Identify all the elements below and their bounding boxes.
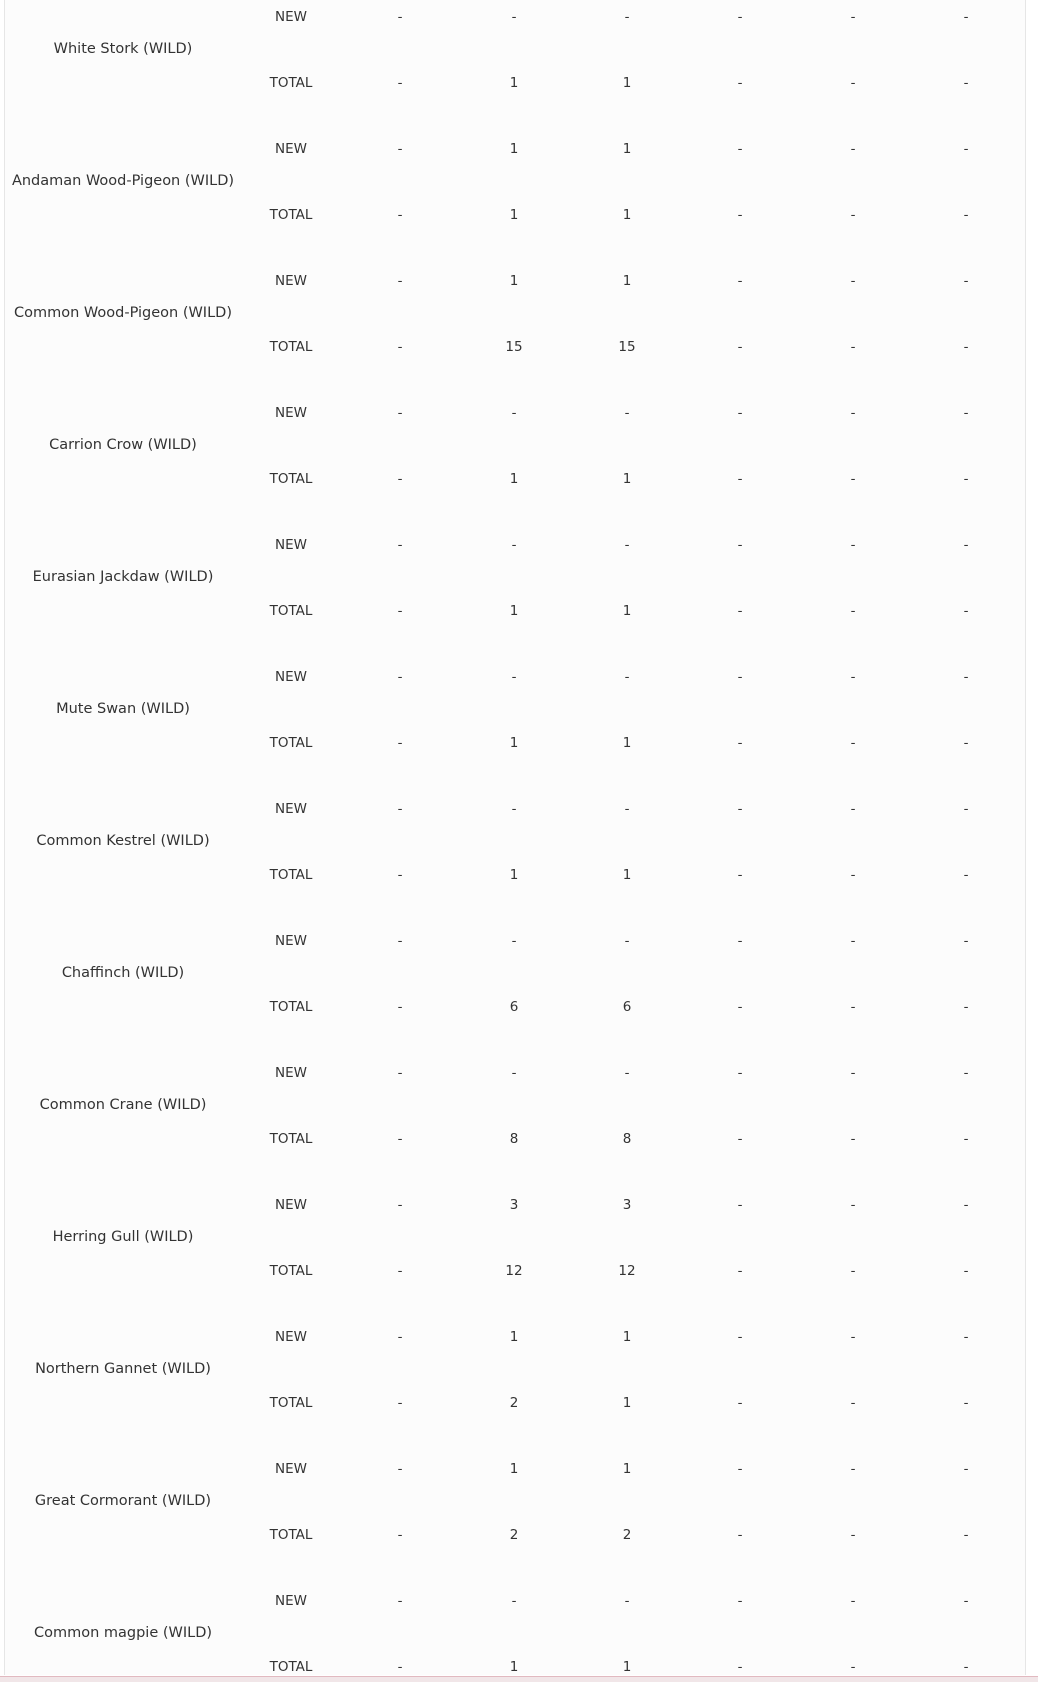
count-cell: - [624,1593,630,1609]
species-name: Andaman Wood-Pigeon (WILD) [11,173,235,189]
species-group [5,132,1025,264]
count-cell: - [850,999,856,1015]
new-row-label: NEW [275,273,307,289]
species-group [5,792,1025,924]
count-cell: 1 [509,141,519,157]
count-cell: - [397,1593,403,1609]
count-cell: - [963,471,969,487]
count-cell: - [963,339,969,355]
count-cell: - [963,1593,969,1609]
species-group [5,1452,1025,1584]
new-row [5,667,1025,687]
total-row-label: TOTAL [269,1263,313,1279]
count-cell: - [850,1197,856,1213]
total-row [5,733,1025,753]
count-cell: 1 [509,735,519,751]
species-group [5,0,1025,132]
count-cell: - [963,9,969,25]
total-row-label: TOTAL [269,1131,313,1147]
count-cell: - [963,1197,969,1213]
count-cell: - [624,669,630,685]
count-cell: - [850,1659,856,1675]
new-row [5,535,1025,555]
new-row-label: NEW [275,141,307,157]
count-cell: - [397,405,403,421]
bottom-border [0,1676,1038,1682]
count-cell: - [963,1461,969,1477]
species-name: Northern Gannet (WILD) [35,1361,211,1377]
new-row [5,1591,1025,1611]
total-row [5,865,1025,885]
species-count-table [4,0,1026,1675]
new-row [5,403,1025,423]
species-group [5,528,1025,660]
count-cell: 3 [509,1197,519,1213]
species-name: Common Crane (WILD) [39,1097,207,1113]
total-row-label: TOTAL [269,999,313,1015]
total-row [5,337,1025,357]
total-row-label: TOTAL [269,735,313,751]
count-cell: - [850,603,856,619]
count-cell: - [963,207,969,223]
species-group [5,660,1025,792]
total-row-label: TOTAL [269,867,313,883]
species-name: Eurasian Jackdaw (WILD) [32,569,214,585]
count-cell: - [850,9,856,25]
count-cell: - [624,801,630,817]
count-cell: 1 [622,75,632,91]
count-cell: - [397,207,403,223]
count-cell: - [737,1131,743,1147]
count-cell: 1 [509,1461,519,1477]
count-cell: 1 [622,1395,632,1411]
count-cell: - [397,9,403,25]
total-row [5,1657,1025,1677]
count-cell: - [850,273,856,289]
count-cell: 1 [622,867,632,883]
count-cell: - [397,801,403,817]
new-row-label: NEW [275,801,307,817]
count-cell: 15 [505,339,523,355]
count-cell: - [963,1395,969,1411]
total-row [5,1129,1025,1149]
count-cell: - [397,1461,403,1477]
count-cell: - [397,999,403,1015]
total-row-label: TOTAL [269,603,313,619]
species-name: Mute Swan (WILD) [56,701,190,717]
count-cell: - [397,669,403,685]
count-cell: - [737,867,743,883]
count-cell: - [963,141,969,157]
new-row-label: NEW [275,1593,307,1609]
total-row [5,1525,1025,1545]
count-cell: 1 [622,1329,632,1345]
count-cell: - [963,801,969,817]
new-row [5,139,1025,159]
total-row [5,1261,1025,1281]
total-row [5,469,1025,489]
count-cell: - [397,471,403,487]
count-cell: - [850,1395,856,1411]
count-cell: - [963,273,969,289]
count-cell: - [737,933,743,949]
species-name: Chaffinch (WILD) [61,965,185,981]
count-cell: - [737,1593,743,1609]
count-cell: - [397,75,403,91]
count-cell: - [511,1065,517,1081]
total-row-label: TOTAL [269,1527,313,1543]
count-cell: - [737,471,743,487]
count-cell: - [511,405,517,421]
count-cell: - [963,1329,969,1345]
count-cell: 1 [509,273,519,289]
count-cell: - [624,537,630,553]
total-row-label: TOTAL [269,1395,313,1411]
species-name: Great Cormorant (WILD) [34,1493,212,1509]
new-row-label: NEW [275,537,307,553]
count-cell: 1 [509,1329,519,1345]
count-cell: 1 [509,207,519,223]
new-row [5,931,1025,951]
count-cell: - [963,669,969,685]
species-group [5,1056,1025,1188]
count-cell: - [737,735,743,751]
new-row [5,271,1025,291]
count-cell: - [397,1329,403,1345]
new-row [5,1063,1025,1083]
count-cell: - [737,207,743,223]
count-cell: - [850,801,856,817]
count-cell: - [850,537,856,553]
count-cell: 8 [622,1131,632,1147]
count-cell: - [397,933,403,949]
count-cell: - [963,1659,969,1675]
count-cell: - [850,339,856,355]
new-row-label: NEW [275,1461,307,1477]
species-name: Common magpie (WILD) [33,1625,213,1641]
count-cell: - [624,405,630,421]
new-row-label: NEW [275,1065,307,1081]
count-cell: 2 [509,1395,519,1411]
count-cell: 1 [509,75,519,91]
count-cell: - [963,735,969,751]
count-cell: - [624,933,630,949]
total-row-label: TOTAL [269,207,313,223]
count-cell: - [397,537,403,553]
count-cell: - [397,1197,403,1213]
count-cell: - [850,405,856,421]
count-cell: - [850,933,856,949]
count-cell: - [397,273,403,289]
count-cell: 1 [622,1461,632,1477]
total-row [5,601,1025,621]
species-group [5,1188,1025,1320]
count-cell: - [737,1527,743,1543]
new-row-label: NEW [275,669,307,685]
count-cell: - [850,471,856,487]
new-row-label: NEW [275,933,307,949]
count-cell: - [397,141,403,157]
total-row [5,73,1025,93]
count-cell: - [737,339,743,355]
count-cell: - [963,1527,969,1543]
count-cell: - [963,603,969,619]
count-cell: - [737,1263,743,1279]
count-cell: - [963,537,969,553]
count-cell: - [850,1131,856,1147]
count-cell: - [850,1263,856,1279]
count-cell: - [511,669,517,685]
count-cell: - [963,867,969,883]
count-cell: 1 [622,1659,632,1675]
count-cell: 12 [618,1263,636,1279]
count-cell: - [737,537,743,553]
count-cell: - [397,1065,403,1081]
total-row-label: TOTAL [269,1659,313,1675]
count-cell: - [850,867,856,883]
species-name: Carrion Crow (WILD) [49,437,197,453]
total-row [5,205,1025,225]
total-row [5,1393,1025,1413]
count-cell: - [737,141,743,157]
count-cell: - [850,1461,856,1477]
count-cell: 1 [622,141,632,157]
species-group [5,1584,1025,1682]
count-cell: 1 [509,867,519,883]
count-cell: 1 [622,735,632,751]
count-cell: 8 [509,1131,519,1147]
count-cell: - [737,801,743,817]
total-row-label: TOTAL [269,471,313,487]
count-cell: 3 [622,1197,632,1213]
count-cell: - [850,1065,856,1081]
species-group [5,1320,1025,1452]
new-row [5,799,1025,819]
count-cell: - [397,1659,403,1675]
count-cell: - [511,537,517,553]
count-cell: 6 [622,999,632,1015]
count-cell: - [963,75,969,91]
count-cell: - [511,9,517,25]
count-cell: - [850,1329,856,1345]
count-cell: 2 [509,1527,519,1543]
new-row-label: NEW [275,405,307,421]
count-cell: - [397,1395,403,1411]
new-row [5,1195,1025,1215]
count-cell: - [850,141,856,157]
count-cell: - [850,735,856,751]
count-cell: - [737,1197,743,1213]
count-cell: - [511,1593,517,1609]
count-cell: - [737,405,743,421]
count-cell: - [963,1131,969,1147]
count-cell: - [963,933,969,949]
count-cell: - [737,603,743,619]
count-cell: - [737,9,743,25]
count-cell: - [397,339,403,355]
species-group [5,396,1025,528]
count-cell: - [850,1593,856,1609]
species-group [5,264,1025,396]
count-cell: 1 [509,1659,519,1675]
count-cell: - [737,1659,743,1675]
new-row [5,7,1025,27]
count-cell: 12 [505,1263,523,1279]
count-cell: 1 [509,471,519,487]
count-cell: 1 [622,603,632,619]
count-cell: - [397,603,403,619]
count-cell: - [850,75,856,91]
count-cell: - [397,1263,403,1279]
count-cell: - [963,405,969,421]
count-cell: - [397,1131,403,1147]
count-cell: - [397,735,403,751]
species-name: Common Wood-Pigeon (WILD) [13,305,232,321]
species-name: Common Kestrel (WILD) [36,833,210,849]
count-cell: - [737,669,743,685]
count-cell: - [737,1065,743,1081]
count-cell: - [963,1263,969,1279]
count-cell: - [850,1527,856,1543]
new-row-label: NEW [275,9,307,25]
count-cell: - [737,1329,743,1345]
species-name: Herring Gull (WILD) [52,1229,194,1245]
new-row [5,1459,1025,1479]
count-cell: - [737,75,743,91]
count-cell: - [850,207,856,223]
count-cell: 6 [509,999,519,1015]
total-row-label: TOTAL [269,75,313,91]
count-cell: - [624,9,630,25]
count-cell: - [397,1527,403,1543]
new-row-label: NEW [275,1329,307,1345]
total-row [5,997,1025,1017]
species-group [5,924,1025,1056]
count-cell: - [963,999,969,1015]
count-cell: 1 [622,207,632,223]
total-row-label: TOTAL [269,339,313,355]
count-cell: - [737,273,743,289]
count-cell: - [737,1461,743,1477]
count-cell: 1 [622,273,632,289]
species-name: White Stork (WILD) [53,41,193,57]
count-cell: - [511,801,517,817]
count-cell: - [963,1065,969,1081]
new-row-label: NEW [275,1197,307,1213]
count-cell: - [397,867,403,883]
count-cell: - [511,933,517,949]
count-cell: 15 [618,339,636,355]
count-cell: 2 [622,1527,632,1543]
count-cell: 1 [509,603,519,619]
count-cell: - [850,669,856,685]
count-cell: - [624,1065,630,1081]
count-cell: 1 [622,471,632,487]
count-cell: - [737,1395,743,1411]
new-row [5,1327,1025,1347]
count-cell: - [737,999,743,1015]
